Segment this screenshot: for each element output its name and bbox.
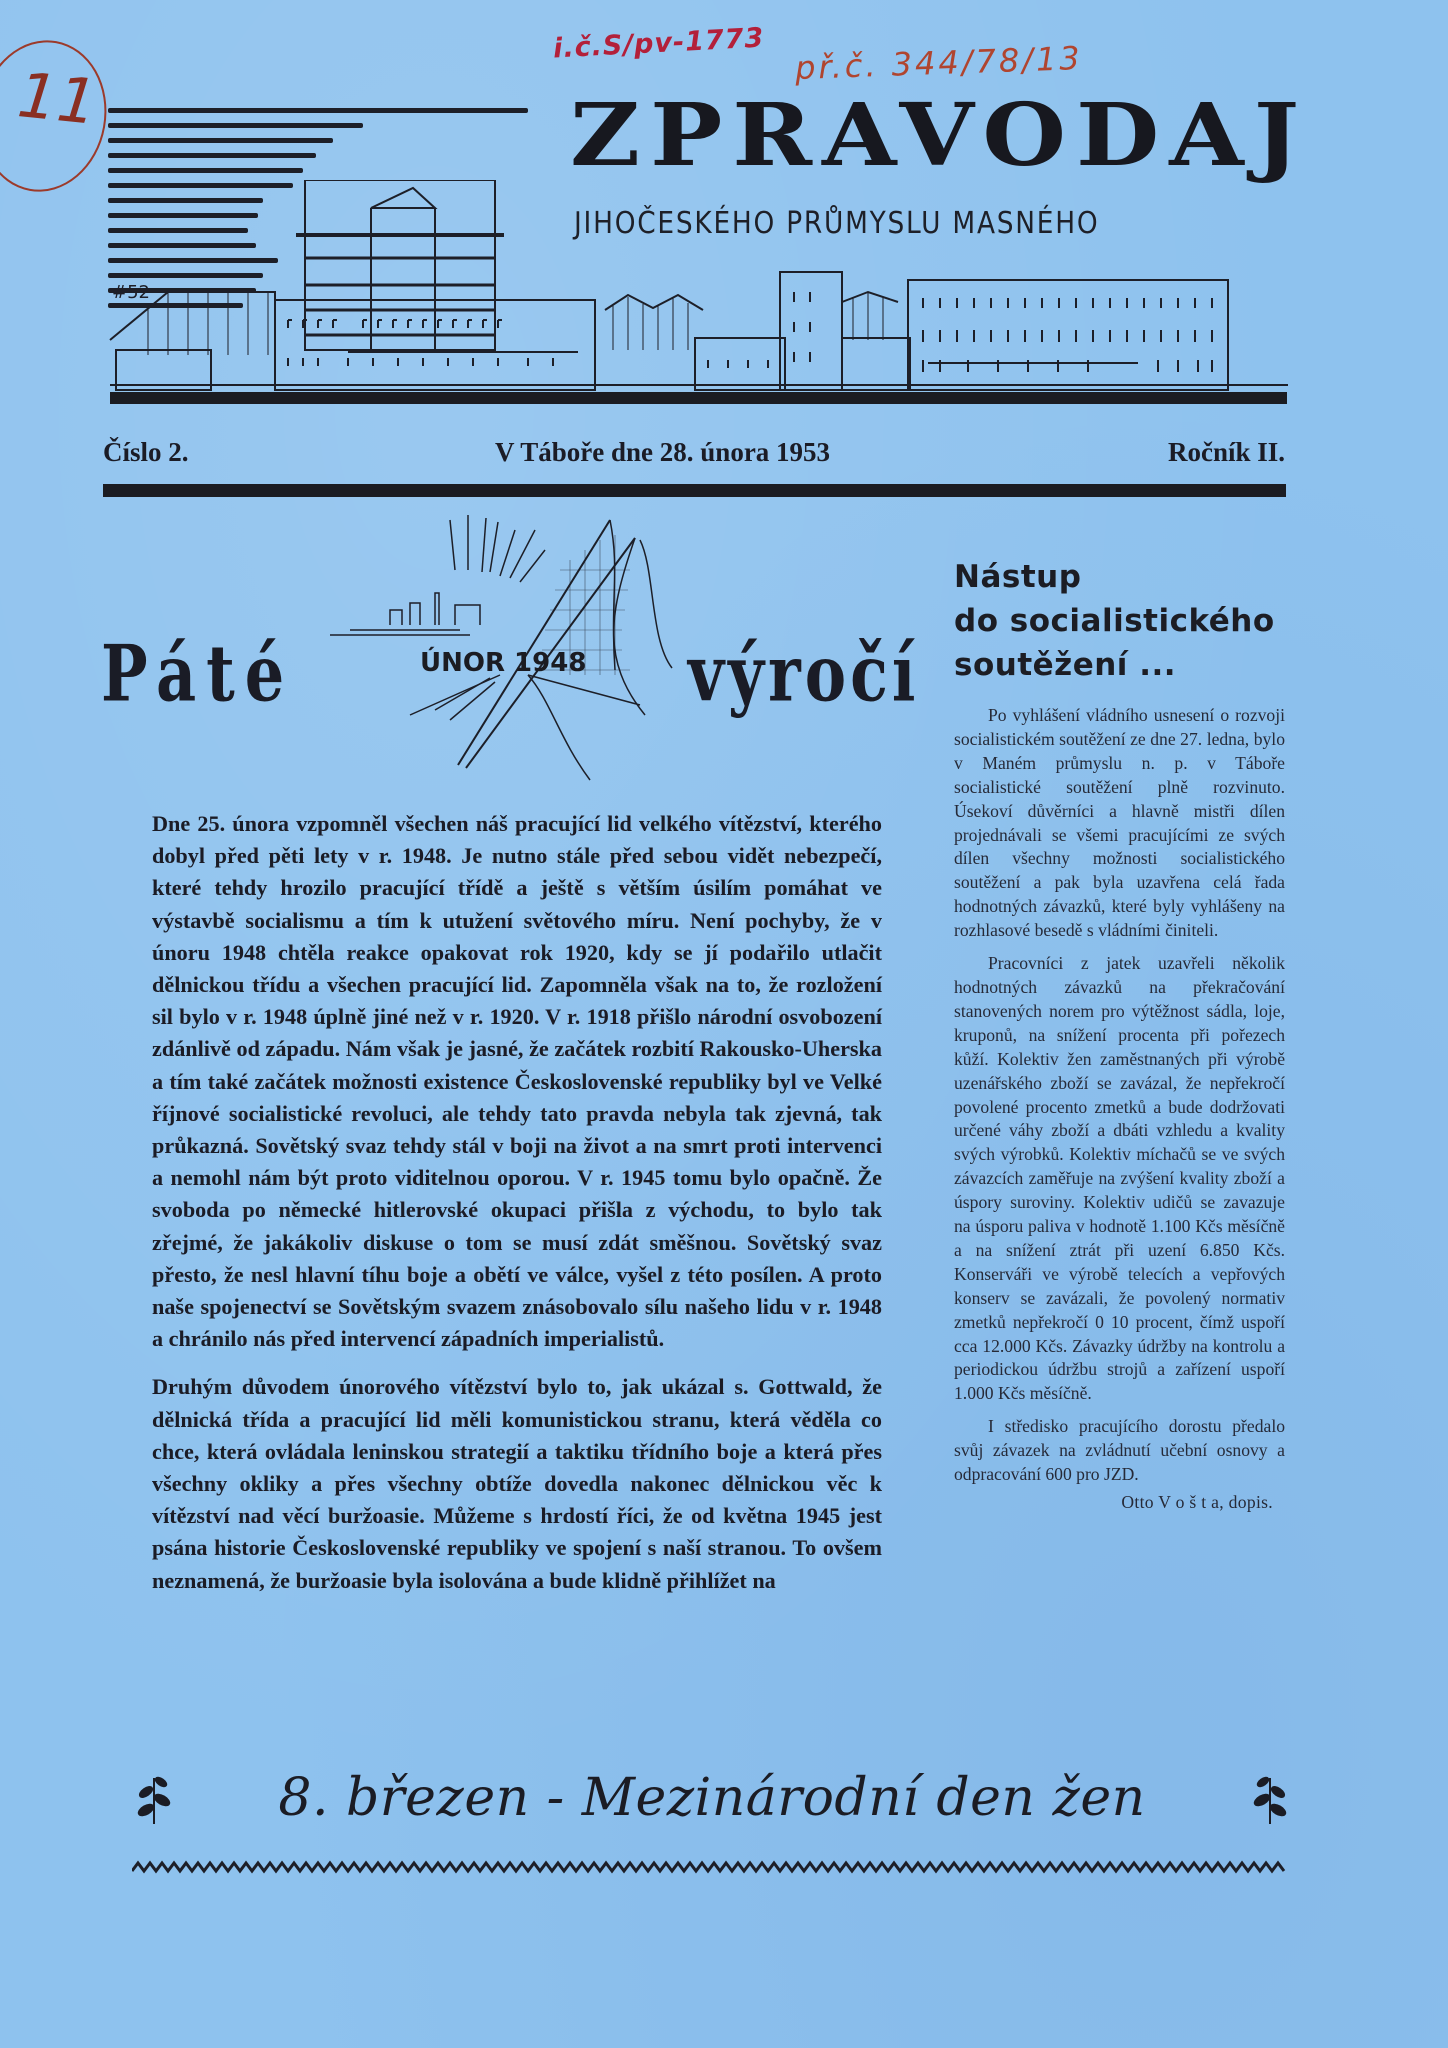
side-headline-line: soutěžení ... bbox=[954, 647, 1177, 683]
banner-text: 8. březen - Mezinárodní den žen bbox=[278, 1768, 1146, 1828]
illustration-mark: #52 bbox=[112, 282, 150, 303]
side-headline-line: Nástup bbox=[954, 559, 1082, 595]
dateline: V Táboře dne 28. února 1953 bbox=[495, 437, 831, 467]
main-article-paragraph: Druhým důvodem únorového vítězství bylo to, jak ukázal s. Gottwald, že dělnická třída a pracující lid měli komunistickou stranu, která věděla co chce, která ovládala leninskou strategií a taktiku třídního boje a která přes všechny okliky a přes všechny obtíže dovedla nakonec dělnickou věc k vítězství nad věcí buržoasie. Můžeme s hrdostí říci, že od května 1945 jest psána historie Československé republiky ve spojení s naší stranou. To ovšem neznamená, že buržoasie byla isolována a bude klidně přihlížet na bbox=[152, 1374, 882, 1593]
decorative-zigzag-rule bbox=[132, 1860, 1287, 1874]
handwritten-archive-number: i.č.S/pv-1773 bbox=[552, 22, 766, 65]
handwritten-reference-number: př.č. 344/78/13 bbox=[794, 38, 1084, 88]
header-rule bbox=[103, 484, 1286, 497]
side-article-headline bbox=[954, 555, 1284, 687]
masthead-title: ZPRAVODAJ bbox=[570, 83, 1310, 186]
masthead-base-rule bbox=[110, 392, 1287, 404]
main-headline-right: výročí bbox=[688, 628, 920, 720]
laurel-sprig-icon bbox=[132, 1770, 176, 1826]
main-article-body bbox=[152, 808, 882, 1597]
issue-number: Číslo 2. bbox=[103, 437, 189, 467]
volume-number: Ročník II. bbox=[1167, 437, 1285, 467]
womens-day-banner bbox=[132, 1758, 1292, 1838]
masthead-subtitle: JIHOČESKÉHO PRŮMYSLU MASNÉHO bbox=[574, 206, 1100, 241]
side-article-body bbox=[954, 704, 1285, 1515]
side-article-paragraph: Po vyhlášení vládního usnesení o rozvoji socialistickém soutěžení ze dne 27. ledna, bylo v Maném průmyslu n. p. v Táboře socialistické soutěžení plně rozvinuto. Úsekoví důvěrníci a hlavně mistři dílen projednávali se všemi pracujícími ze svých dílen všechny možnosti socialistického soutěžení a pak byla uzavřena celá řada hodnotných závazků, které byly vyhlášeny na rozhlasové besedě s vládními činiteli. bbox=[954, 705, 1285, 941]
side-article-paragraph: Pracovníci z jatek uzavřeli několik hodnotných závazků na překračování stanovených norem pro výtěžnost sádla, loje, kruponů, na snížení procenta při pořezech kůží. Kolektiv žen zaměstnaných při výrobě uzenářského zboží se zavázal, že nepřekročí povolené procento zmetků a bude dodržovati určené váhy zboží a dbáti vzhledu a kvality svých výrobků. Kolektiv míchačů se ve svých závazcích zaměřuje na zvýšení kvality zboží a úspory suroviny. Kolektiv udičů se zavazuje na úsporu paliva v hodnotě 1.100 Kčs měsíčně a na snížení ztrát při uzení 6.850 Kčs. Konserváři ve výrobě telecích a vepřových konserv se zavázali, že povolený normativ zmetků nepřekročí 0 10 procent, čímž uspoří cca 12.000 Kčs. Závazky údržby na kontrolu a periodickou údržbu strojů a zařízení uspoří 1.000 Kčs měsíčně. bbox=[954, 953, 1285, 1404]
main-article-paragraph: Dne 25. února vzpomněl všechen náš pracující lid velkého vítězství, kterého dobyl před pěti lety v r. 1948. Je nutno stále před sebou vidět nebezpečí, které tehdy hrozilo pracující třídě a ještě s větším úsilím pomáhat ve výstavbě socialismu a tím k utužení světového míru. Není pochyby, že v únoru 1948 chtěla reakce opakovat rok 1920, kdy se jí podařilo utlačit dělnickou třídu a všechen pracující lid. Zapomněla však na to, že rozložení sil bylo v r. 1948 úplně jiné než v r. 1920. V r. 1918 přišlo národní osvobození zdánlivě od západu. Nám však je jasné, že začátek rozbití Rakousko-Uherska a tím také začátek možnosti existence Československé republiky byl ve Velké říjnové socialistické revoluci, ale tehdy tato pravda nebyla tak zjevná, tak průkazná. Sovětský svaz tehdy stál v boji na život a na smrt proti intervenci a nemohl nám být proto viditelnou oporou. V r. 1945 tomu bylo opačně. Že svoboda po německé hitlerovské okupaci přišla z východu, to bylo tak zřejmé, že jakákoliv diskuse o tom se musí zdát směšnou. Sovětský svaz přesto, že nesl hlavní tíhu boje a obětí ve válce, vyšel z této posílen. A proto naše spojenectví se Sovětským svazem znásobovalo sílu našeho lidu v r. 1948 a chránilo nás před intervencí západních imperialistů. bbox=[152, 811, 882, 1352]
side-headline-line: do socialistického bbox=[954, 603, 1275, 639]
circled-page-number: 11 bbox=[14, 58, 101, 139]
laurel-sprig-icon bbox=[1248, 1770, 1292, 1826]
side-article-paragraph: I středisko pracujícího dorostu předalo svůj závazek na zvládnutí učební osnovy a odpracování 600 pro JZD. bbox=[954, 1416, 1285, 1485]
emblem-caption: ÚNOR 1948 bbox=[420, 648, 587, 678]
side-article-signature: Otto V o š t a, dopis. bbox=[1121, 1492, 1273, 1512]
main-headline-left: Páté bbox=[101, 628, 295, 720]
